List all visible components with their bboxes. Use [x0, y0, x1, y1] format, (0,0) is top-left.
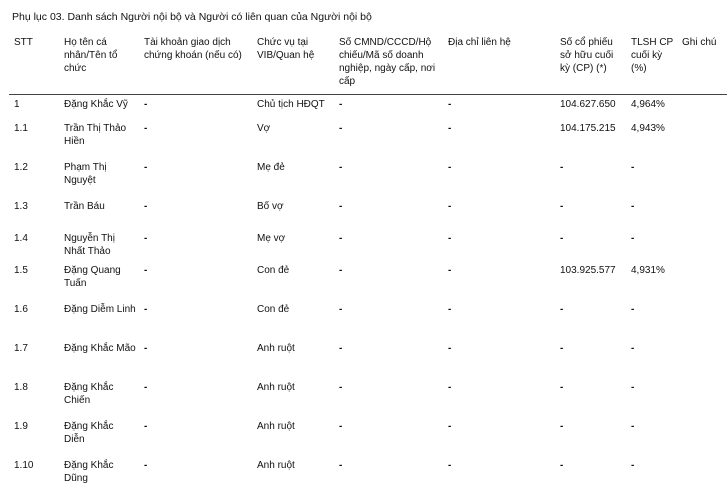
column-header-id-number: Số CMND/CCCD/Hộ chiếu/Mã số doanh nghiệp, ngày cấp, nơi cấp	[334, 36, 443, 95]
column-header-full-name: Họ tên cá nhân/Tên tổ chức	[59, 36, 139, 95]
cell-full-name: Đặng Quang Tuấn	[64, 264, 121, 289]
table-row	[9, 261, 727, 300]
column-header-position: Chức vụ tại VIB/Quan hệ	[252, 36, 334, 95]
cell-full-name: Trần Thị Thảo Hiền	[64, 122, 127, 147]
cell-full-name: Đặng Khắc Chiến	[64, 381, 114, 406]
cell-position: Anh ruột	[257, 420, 295, 432]
cell-position: Mẹ đẻ	[257, 161, 285, 173]
cell-position: Con đẻ	[257, 303, 290, 315]
cell-trading-account: -	[144, 99, 148, 110]
cell-ownership-ratio: -	[631, 381, 635, 393]
cell-id-number: -	[339, 420, 343, 432]
cell-address: -	[448, 122, 452, 134]
cell-stt: 1.10	[14, 459, 34, 471]
cell-full-name: Trần Báu	[64, 200, 105, 212]
cell-shares-held: -	[560, 232, 564, 244]
cell-ownership-ratio: -	[631, 420, 635, 432]
cell-address: -	[448, 381, 452, 393]
cell-stt: 1.1	[14, 122, 28, 134]
table-header-row	[9, 36, 727, 95]
cell-shares-held: -	[560, 161, 564, 173]
column-header-stt: STT	[9, 36, 59, 95]
cell-stt: 1.8	[14, 381, 28, 393]
cell-trading-account: -	[144, 200, 148, 212]
cell-stt: 1.5	[14, 264, 28, 276]
column-header-address: Địa chỉ liên hệ	[443, 36, 555, 95]
cell-note	[677, 229, 727, 261]
cell-full-name: Đặng Khắc Vỹ	[64, 99, 128, 110]
cell-position: Vợ	[257, 122, 271, 134]
cell-shares-held: -	[560, 381, 564, 393]
table-row	[9, 456, 727, 495]
cell-address: -	[448, 232, 452, 244]
table-row	[9, 229, 727, 261]
cell-id-number: -	[339, 303, 343, 315]
cell-ownership-ratio: -	[631, 303, 635, 315]
cell-ownership-ratio: -	[631, 200, 635, 212]
cell-note	[677, 378, 727, 417]
table-body	[9, 95, 727, 495]
cell-shares-held: -	[560, 459, 564, 471]
cell-shares-held: -	[560, 303, 564, 315]
table-row	[9, 339, 727, 378]
cell-trading-account: -	[144, 342, 148, 354]
cell-ownership-ratio: -	[631, 459, 635, 471]
cell-trading-account: -	[144, 122, 148, 134]
table-row	[9, 378, 727, 417]
cell-shares-held: 103.925.577	[560, 264, 616, 276]
column-header-trading-account: Tài khoản giao dịch chứng khoán (nếu có)	[139, 36, 252, 95]
cell-ownership-ratio: 4,931%	[631, 264, 665, 276]
cell-trading-account: -	[144, 420, 148, 432]
cell-address: -	[448, 303, 452, 315]
cell-trading-account: -	[144, 459, 148, 471]
cell-stt: 1.4	[14, 232, 28, 244]
cell-full-name: Đặng Khắc Diễn	[64, 420, 114, 445]
cell-note	[677, 417, 727, 456]
column-header-note: Ghi chú	[677, 36, 727, 95]
table-row	[9, 158, 727, 197]
cell-full-name: Đặng Khắc Dũng	[64, 459, 114, 484]
cell-id-number: -	[339, 232, 343, 244]
cell-shares-held: -	[560, 200, 564, 212]
cell-note	[677, 158, 727, 197]
table-row	[9, 95, 727, 119]
cell-id-number: -	[339, 99, 343, 110]
page-title: Phụ lục 03. Danh sách Người nội bộ và Người có liên quan của Người nội bộ	[12, 11, 372, 23]
cell-position: Anh ruột	[257, 342, 295, 354]
table-row	[9, 119, 727, 158]
cell-note	[677, 300, 727, 339]
column-header-ownership-ratio: TLSH CP cuối kỳ (%)	[626, 36, 677, 95]
cell-position: Anh ruột	[257, 381, 295, 393]
cell-full-name: Đặng Diễm Linh	[64, 303, 136, 315]
cell-ownership-ratio: 4,943%	[631, 122, 665, 134]
cell-note	[677, 261, 727, 300]
cell-note	[677, 339, 727, 378]
cell-position: Chủ tịch HĐQT	[257, 99, 325, 110]
cell-trading-account: -	[144, 161, 148, 173]
cell-position: Mẹ vợ	[257, 232, 286, 244]
cell-full-name: Phạm Thị Nguyệt	[64, 161, 107, 186]
cell-address: -	[448, 200, 452, 212]
cell-note	[677, 95, 727, 119]
cell-ownership-ratio: -	[631, 161, 635, 173]
cell-ownership-ratio: -	[631, 342, 635, 354]
cell-id-number: -	[339, 161, 343, 173]
cell-stt: 1.3	[14, 200, 28, 212]
column-header-shares-held: Số cổ phiếu sở hữu cuối kỳ (CP) (*)	[555, 36, 626, 95]
cell-note	[677, 119, 727, 158]
cell-position: Bố vợ	[257, 200, 284, 212]
cell-id-number: -	[339, 381, 343, 393]
cell-shares-held: -	[560, 420, 564, 432]
cell-ownership-ratio: -	[631, 232, 635, 244]
cell-stt: 1	[14, 99, 20, 110]
cell-address: -	[448, 342, 452, 354]
cell-trading-account: -	[144, 303, 148, 315]
cell-full-name: Đặng Khắc Mão	[64, 342, 136, 354]
cell-shares-held: 104.627.650	[560, 99, 616, 110]
cell-full-name: Nguyễn Thị Nhất Thảo	[64, 232, 115, 257]
cell-stt: 1.2	[14, 161, 28, 173]
table-row	[9, 300, 727, 339]
cell-note	[677, 456, 727, 495]
cell-ownership-ratio: 4,964%	[631, 99, 665, 110]
cell-trading-account: -	[144, 381, 148, 393]
cell-address: -	[448, 264, 452, 276]
cell-trading-account: -	[144, 264, 148, 276]
cell-position: Anh ruột	[257, 459, 295, 471]
cell-position: Con đẻ	[257, 264, 290, 276]
cell-stt: 1.6	[14, 303, 28, 315]
cell-id-number: -	[339, 122, 343, 134]
cell-id-number: -	[339, 342, 343, 354]
cell-address: -	[448, 161, 452, 173]
cell-address: -	[448, 459, 452, 471]
table-row	[9, 417, 727, 456]
table-row	[9, 197, 727, 229]
cell-shares-held: -	[560, 342, 564, 354]
cell-id-number: -	[339, 200, 343, 212]
insider-table	[9, 36, 727, 495]
cell-trading-account: -	[144, 232, 148, 244]
cell-stt: 1.9	[14, 420, 28, 432]
cell-id-number: -	[339, 459, 343, 471]
cell-address: -	[448, 99, 452, 110]
cell-address: -	[448, 420, 452, 432]
cell-shares-held: 104.175.215	[560, 122, 616, 134]
cell-stt: 1.7	[14, 342, 28, 354]
cell-id-number: -	[339, 264, 343, 276]
cell-note	[677, 197, 727, 229]
